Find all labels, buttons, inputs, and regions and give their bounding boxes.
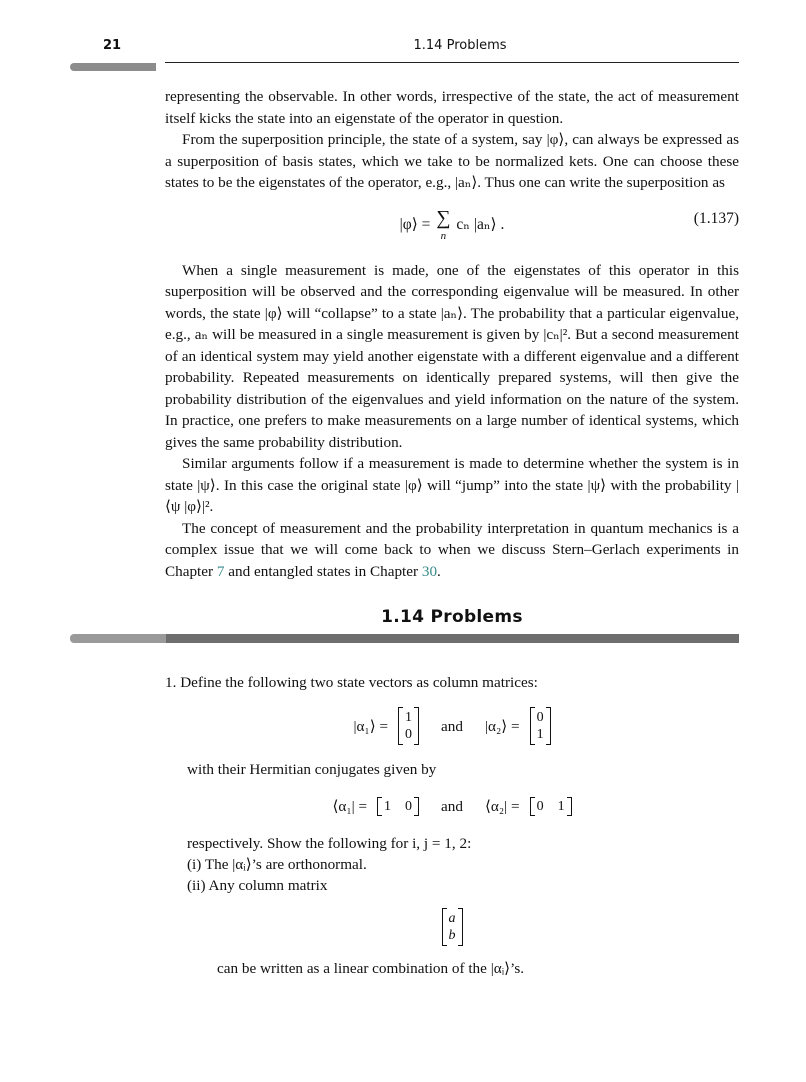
bra-1-entry-1: 1 <box>384 799 392 814</box>
part-ii: (ii) Any column matrix <box>187 877 328 894</box>
equation-number: (1.137) <box>693 209 739 227</box>
paragraph-5-text-c: . <box>437 562 441 580</box>
equation-1-137 <box>165 204 739 250</box>
bra-1-lhs: ⟨α₁| = <box>332 798 368 815</box>
header-rule <box>165 62 739 63</box>
bra-definitions <box>165 796 739 817</box>
ab-entry-b: b <box>448 928 456 943</box>
ket-2-entry-2: 1 <box>536 727 544 742</box>
page-number: 21 <box>103 38 122 53</box>
bra-2-entry-2: 1 <box>557 799 565 814</box>
ket-1-matrix <box>398 707 419 745</box>
paragraph-4: Similar arguments follow if a measurement is made to determine whether the system is in state |ψ⟩. In this case the original state |φ⟩ will “jump” into the state |ψ⟩ with the probability |⟨ψ |φ⟩|². <box>165 455 739 515</box>
ket-2-matrix <box>530 707 551 745</box>
bra-2-lhs: ⟨α₂| = <box>484 798 520 815</box>
paragraph-5-text-b: and entangled states in Chapter <box>224 562 422 580</box>
bra-1-matrix <box>377 797 419 816</box>
paragraph-2: From the superposition principle, the state of a system, say |φ⟩, can always be expressed as a superposition of basis states, which we take to be normalized kets. One can choose these states to be the eigenstates of the operator, e.g., |aₙ⟩. Thus one can write the superposition as <box>165 131 739 191</box>
ket-1-entry-1: 1 <box>405 710 413 725</box>
ket-definitions <box>165 707 739 745</box>
paragraph-5 <box>165 518 739 583</box>
sigma-glyph: ∑ <box>436 206 451 229</box>
header-tab-bar <box>70 63 156 71</box>
bra-2-matrix <box>530 797 572 816</box>
problem-1-intro: 1. Define the following two state vectors as column matrices: <box>165 674 538 691</box>
chapter-7-link[interactable]: 7 <box>216 562 225 580</box>
ket-1-entry-2: 0 <box>405 727 413 742</box>
chapter-30-link[interactable]: 30 <box>421 562 438 580</box>
respectively-text: respectively. Show the following for i, j = 1, 2: <box>187 835 472 852</box>
sum-index: n <box>440 230 447 242</box>
ab-matrix <box>442 908 463 946</box>
ket-2-entry-1: 0 <box>536 710 544 725</box>
hermitian-text: with their Hermitian conjugates given by <box>187 761 437 778</box>
closing-text: can be written as a linear combination of the |αᵢ⟩’s. <box>217 960 525 977</box>
summation-symbol <box>436 208 450 243</box>
running-title: 1.14 Problems <box>413 38 507 53</box>
ket-1-lhs: |α₁⟩ = <box>353 717 389 735</box>
and-text-1: and <box>441 717 463 735</box>
section-title: 1.14 Problems <box>381 607 523 627</box>
paragraph-5-text-a: The concept of measurement and the probability interpretation in quantum mechanics is a complex issue that we will come back to when we discuss Stern–Gerlach experiments in Chapter <box>165 519 739 580</box>
section-bar <box>166 634 739 643</box>
paragraph-1: representing the observable. In other words, irrespective of the state, the act of measurement itself kicks the state into an eigenstate of the operator in question. <box>165 88 739 127</box>
ab-entry-a: a <box>448 911 456 926</box>
equation-rhs: cₙ |aₙ⟩ . <box>456 215 505 233</box>
part-i: (i) The |αᵢ⟩’s are orthonormal. <box>187 856 367 873</box>
equation-lhs: |φ⟩ = <box>399 215 431 233</box>
problem-1 <box>165 672 739 979</box>
bra-2-entry-1: 0 <box>536 799 544 814</box>
column-matrix-ab <box>165 908 739 946</box>
bra-1-entry-2: 0 <box>405 799 413 814</box>
section-bar-tab <box>70 634 166 643</box>
body-text <box>165 86 739 582</box>
ket-2-lhs: |α₂⟩ = <box>484 717 520 735</box>
paragraph-3: When a single measurement is made, one of the eigenstates of this operator in this superposition will be observed and the corresponding eigenvalue will be measured. In other words, the state |φ⟩ will “collapse” to a state |aₙ⟩. The probability that a particular eigenvalue, e.g., aₙ will be measured in a single measurement is given by |cₙ|². But a second measurement of an identical system may yield another eigenstate with a different eigenvalue and a different probability. Repeated measurements on identically prepared systems, will then give the probability distribution of the eigenvalues and yield information on the nature of the system. In practice, one prefers to make measurements on a large number of identical systems, which gives the same probability distribution. <box>165 261 739 451</box>
and-text-2: and <box>441 798 463 815</box>
